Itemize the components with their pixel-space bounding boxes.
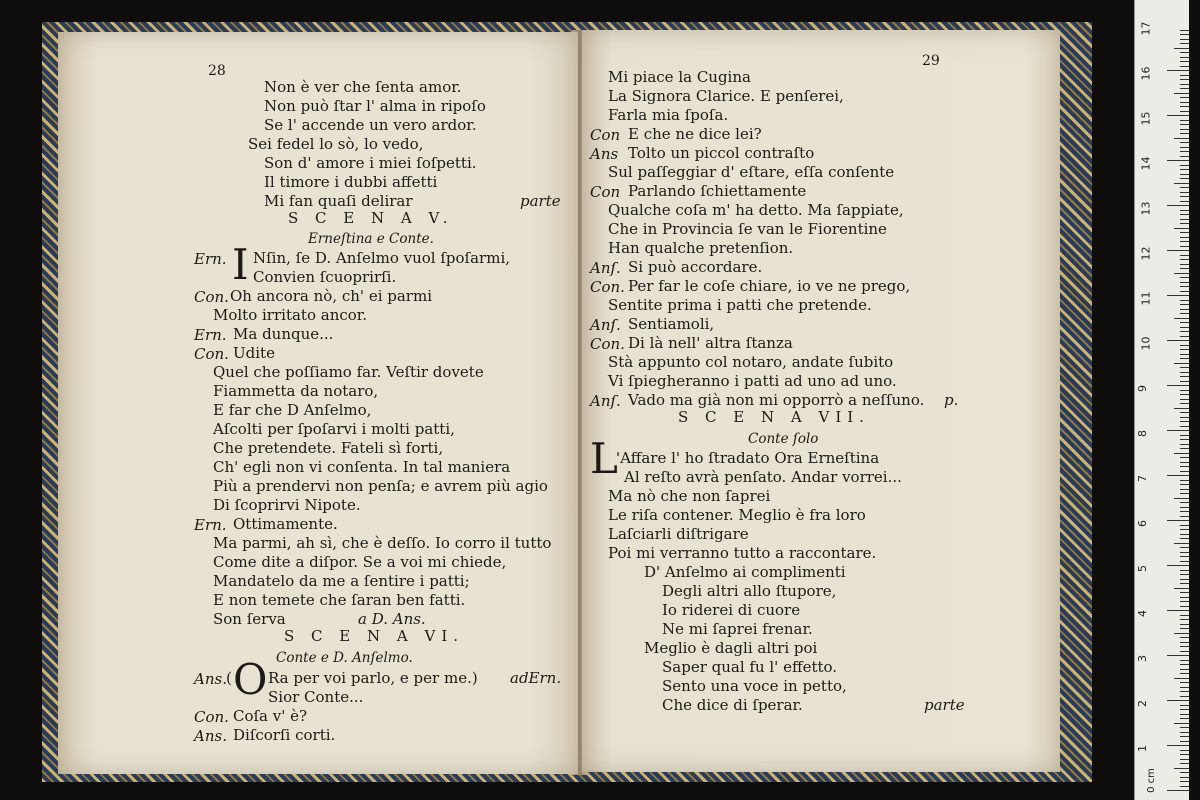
ruler-tick	[1180, 511, 1189, 512]
text-line: Vado ma già non mi opporrò a neſſuno.	[628, 391, 925, 409]
ruler-tick	[1180, 466, 1189, 467]
ruler-tick	[1180, 30, 1189, 31]
text-line: Qualche coſa m' ha detto. Ma ſappiate,	[608, 201, 904, 219]
ruler-tick	[1180, 354, 1189, 355]
ruler-tick	[1180, 696, 1189, 697]
ruler-tick	[1167, 655, 1189, 656]
text-line: Ne mi ſaprei frenar.	[662, 620, 813, 638]
ruler-tick	[1174, 408, 1189, 409]
ruler-tick	[1180, 529, 1189, 530]
ruler-tick	[1180, 300, 1189, 301]
text-line: Mandatelo da me a ſentire i patti;	[213, 572, 470, 590]
ruler-number: 9	[1136, 385, 1149, 392]
stage-direction: p.	[944, 391, 959, 409]
text-line: Oh ancora nò, ch' ei parmi	[230, 287, 433, 305]
ruler-tick	[1180, 750, 1189, 751]
scene-heading: S C E N A V.	[288, 209, 454, 227]
ruler-tick	[1180, 624, 1189, 625]
ruler-tick	[1180, 502, 1189, 503]
text-line: La Signora Clarice. E penſerei,	[608, 87, 844, 105]
ruler-tick	[1180, 210, 1189, 211]
ruler-tick	[1167, 250, 1189, 251]
drop-cap: I	[232, 240, 249, 289]
text-line: Come dite a diſpor. Se a voi mi chiede,	[213, 553, 507, 571]
ruler-number: 14	[1139, 156, 1153, 171]
ruler-tick	[1180, 169, 1189, 170]
speaker-label: Con.	[194, 708, 229, 726]
scene-heading: S C E N A VII.	[678, 408, 870, 426]
text-line: Molto irritato ancor.	[213, 306, 368, 324]
ruler-tick	[1180, 570, 1189, 571]
text-line: Che in Provincia ſe van le Fiorentine	[608, 220, 887, 238]
ruler-tick	[1180, 106, 1189, 107]
ruler-tick	[1180, 165, 1189, 166]
ruler-tick	[1180, 286, 1189, 287]
ruler-number: 2	[1136, 700, 1149, 707]
ruler-tick	[1180, 687, 1189, 688]
ruler-tick	[1167, 520, 1189, 521]
text-line: Parlando ſchiettamente	[628, 182, 807, 200]
ruler-tick	[1180, 462, 1189, 463]
ruler-tick	[1180, 291, 1189, 292]
text-line: Che dice di ſperar.	[662, 696, 803, 714]
ruler-tick	[1180, 736, 1189, 737]
speaker-label: Con.	[194, 288, 229, 306]
ruler-tick	[1180, 66, 1189, 67]
ruler-tick	[1180, 147, 1189, 148]
ruler-tick	[1180, 561, 1189, 562]
ruler-tick	[1180, 669, 1189, 670]
ruler-tick	[1180, 583, 1189, 584]
ruler-tick	[1180, 192, 1189, 193]
ruler-tick	[1180, 52, 1189, 53]
ruler-tick	[1180, 651, 1189, 652]
ruler-tick	[1180, 642, 1189, 643]
ruler-tick	[1180, 174, 1189, 175]
ruler-tick	[1180, 660, 1189, 661]
ruler-tick	[1167, 205, 1189, 206]
ruler-tick	[1180, 124, 1189, 125]
text-line: Sentite prima i patti che pretende.	[608, 296, 872, 314]
ruler-tick	[1180, 34, 1189, 35]
ruler-tick	[1180, 534, 1189, 535]
text-line: Si può accordare.	[628, 258, 763, 276]
ruler-tick	[1174, 228, 1189, 229]
speaker-label: Con	[590, 126, 621, 144]
ruler-tick	[1180, 237, 1189, 238]
speaker-label: Con.	[194, 345, 229, 363]
text-line: Aſcolti per ſpoſarvi i molti patti,	[213, 420, 455, 438]
ruler-tick	[1180, 664, 1189, 665]
ruler-tick	[1180, 601, 1189, 602]
ruler-tick	[1180, 619, 1189, 620]
text-line: Di ſcoprirvi Nipote.	[213, 496, 361, 514]
ruler-number: 7	[1136, 475, 1149, 482]
ruler-tick	[1180, 448, 1189, 449]
ruler-tick	[1180, 264, 1189, 265]
text-line: Vi ſpiegheranno i patti ad uno ad uno.	[608, 372, 897, 390]
ruler-tick	[1180, 313, 1189, 314]
speaker-label: Ans	[590, 145, 619, 163]
ruler-tick	[1180, 255, 1189, 256]
text-line: Poi mi verranno tutto a raccontare.	[608, 544, 877, 562]
ruler-number: 3	[1136, 655, 1149, 662]
ruler-tick	[1180, 372, 1189, 373]
ruler-tick	[1180, 493, 1189, 494]
text-line: Son ſerva	[213, 610, 286, 628]
text-line: Son d' amore i miei ſoſpetti.	[264, 154, 477, 172]
ruler-tick	[1180, 489, 1189, 490]
ruler-number: 5	[1136, 565, 1149, 572]
ruler-tick	[1180, 345, 1189, 346]
ruler-tick	[1180, 759, 1189, 760]
text-line: D' Anſelmo ai complimenti	[644, 563, 846, 581]
text-line: Io riderei di cuore	[662, 601, 801, 619]
ruler-tick	[1180, 214, 1189, 215]
ruler-tick	[1180, 97, 1189, 98]
ruler-tick	[1180, 606, 1189, 607]
text-line: Udite	[233, 344, 275, 362]
ruler-tick	[1180, 120, 1189, 121]
text-line: Stà appunto col notaro, andate ſubito	[608, 353, 894, 371]
text-line: Mi fan quaſi delirar	[264, 192, 413, 210]
text-line: Ra per voi parlo, e per me.)	[268, 669, 478, 687]
ruler-tick	[1180, 628, 1189, 629]
ruler-tick	[1180, 646, 1189, 647]
text-line: Ch' egli non vi conſenta. In tal maniera	[213, 458, 511, 476]
ruler-tick	[1167, 340, 1189, 341]
speaker-label: Anſ.	[590, 316, 621, 334]
text-line: Per far le coſe chiare, io ve ne prego,	[628, 277, 911, 295]
scene-characters: Erneſtina e Conte.	[308, 231, 434, 247]
ruler-tick	[1180, 426, 1189, 427]
text-line: Che pretendete. Fateli sì forti,	[213, 439, 444, 457]
ruler-tick	[1180, 691, 1189, 692]
ruler-tick	[1180, 705, 1189, 706]
ruler-tick	[1174, 498, 1189, 499]
ruler-tick	[1180, 673, 1189, 674]
ruler-tick	[1180, 277, 1189, 278]
text-line: E che ne dice lei?	[628, 125, 762, 143]
ruler-tick	[1180, 574, 1189, 575]
text-line: Di là nell' altra ſtanza	[628, 334, 793, 352]
text-line: Diſcorſi corti.	[233, 726, 336, 744]
ruler-tick	[1180, 322, 1189, 323]
text-line: Sentiamoli,	[628, 315, 715, 333]
text-line: Meglio è dagli altri poi	[644, 639, 818, 657]
ruler-tick	[1180, 777, 1189, 778]
ruler-tick	[1174, 633, 1189, 634]
scene-characters: Conte ſolo	[748, 431, 819, 447]
ruler-tick	[1180, 471, 1189, 472]
text-line: Sior Conte...	[268, 688, 364, 706]
ruler-tick	[1180, 241, 1189, 242]
ruler-tick	[1174, 453, 1189, 454]
text-line: Degli altri allo ſtupore,	[662, 582, 837, 600]
ruler-tick	[1180, 111, 1189, 112]
text-line: Fiammetta da notaro,	[213, 382, 379, 400]
ruler-tick	[1180, 538, 1189, 539]
ruler-number: 11	[1139, 291, 1153, 306]
ruler-tick	[1180, 772, 1189, 773]
speaker-label: Ans.	[194, 670, 227, 688]
ruler-tick	[1167, 565, 1189, 566]
ruler-number: 16	[1139, 66, 1153, 81]
ruler-tick	[1174, 318, 1189, 319]
speaker-label: Anſ.	[590, 259, 621, 277]
text-line: Sei fedel lo sò, lo vedo,	[248, 135, 424, 153]
ruler-tick	[1180, 421, 1189, 422]
ruler-tick	[1180, 201, 1189, 202]
ruler-tick	[1167, 385, 1189, 386]
ruler-tick	[1180, 592, 1189, 593]
text-line: Tolto un piccol contraſto	[628, 144, 815, 162]
ruler-tick	[1180, 579, 1189, 580]
text-line: Ma nò che non ſaprei	[608, 487, 771, 505]
measurement-ruler	[1134, 0, 1189, 800]
ruler-tick	[1180, 133, 1189, 134]
ruler-tick	[1180, 525, 1189, 526]
ruler-tick	[1174, 138, 1189, 139]
ruler-tick	[1167, 430, 1189, 431]
speaker-label: Ern.	[194, 516, 227, 534]
ruler-tick	[1180, 367, 1189, 368]
ruler-tick	[1180, 637, 1189, 638]
text-line: E non temete che ſaran ben fatti.	[213, 591, 466, 609]
text-line: Convien ſcuoprirſi.	[253, 268, 397, 286]
text-line: Nſin, ſe D. Anſelmo vuol ſpoſarmi,	[253, 249, 511, 267]
ruler-tick	[1180, 507, 1189, 508]
ruler-tick	[1180, 741, 1189, 742]
speaker-label: Ans.	[194, 727, 227, 745]
text-line: Farla mia ſpoſa.	[608, 106, 729, 124]
ruler-number: 12	[1139, 246, 1153, 261]
ruler-tick	[1180, 682, 1189, 683]
text-line: Non può ſtar l' alma in ripoſo	[264, 97, 486, 115]
ruler-tick	[1180, 732, 1189, 733]
ruler-tick	[1180, 714, 1189, 715]
left-page	[58, 32, 578, 774]
text-line: Il timore i dubbi affetti	[264, 173, 438, 191]
text-line: Ma parmi, ah sì, che è deſſo. Io corro il tutto	[213, 534, 552, 552]
ruler-tick	[1174, 273, 1189, 274]
ruler-tick	[1180, 196, 1189, 197]
ruler-tick	[1174, 93, 1189, 94]
ruler-tick	[1167, 700, 1189, 701]
ruler-tick	[1174, 678, 1189, 679]
ruler-tick	[1174, 768, 1189, 769]
ruler-tick	[1180, 403, 1189, 404]
ruler-number: 1	[1136, 745, 1149, 752]
ruler-tick	[1180, 394, 1189, 395]
ruler-unit-label: 0 cm	[1145, 768, 1157, 793]
speaker-label: Con.	[590, 278, 625, 296]
ruler-tick	[1180, 615, 1189, 616]
ruler-tick	[1180, 727, 1189, 728]
ruler-tick	[1167, 610, 1189, 611]
ruler-tick	[1180, 358, 1189, 359]
ruler-tick	[1174, 48, 1189, 49]
drop-cap: O	[233, 655, 268, 704]
ruler-tick	[1180, 142, 1189, 143]
ruler-tick	[1180, 156, 1189, 157]
ruler-tick	[1180, 399, 1189, 400]
ruler-tick	[1167, 160, 1189, 161]
ruler-tick	[1180, 376, 1189, 377]
ruler-tick	[1180, 390, 1189, 391]
ruler-tick	[1180, 304, 1189, 305]
ruler-tick	[1180, 61, 1189, 62]
ruler-tick	[1174, 183, 1189, 184]
ruler-tick	[1180, 484, 1189, 485]
text-line: Più a prendervi non penſa; e avrem più agio	[213, 477, 548, 495]
ruler-tick	[1180, 327, 1189, 328]
speaker-label: Ern.	[194, 326, 227, 344]
text-line: Saper qual fu l' effetto.	[662, 658, 838, 676]
ruler-number: 4	[1136, 610, 1149, 617]
ruler-tick	[1174, 723, 1189, 724]
stage-direction: parte	[520, 192, 561, 210]
ruler-tick	[1180, 439, 1189, 440]
ruler-tick	[1180, 75, 1189, 76]
ruler-tick	[1180, 282, 1189, 283]
text-line: Non è ver che ſenta amor.	[264, 78, 462, 96]
text-line: Han qualche pretenſion.	[608, 239, 794, 257]
ruler-tick	[1180, 349, 1189, 350]
ruler-tick	[1180, 718, 1189, 719]
speaker-label: Con.	[590, 335, 625, 353]
paren: (	[226, 669, 232, 687]
ruler-tick	[1174, 543, 1189, 544]
ruler-tick	[1180, 457, 1189, 458]
ruler-tick	[1180, 781, 1189, 782]
text-line: Sento una voce in petto,	[662, 677, 847, 695]
ruler-tick	[1180, 79, 1189, 80]
text-line: Le riſa contener. Meglio è fra loro	[608, 506, 866, 524]
ruler-tick	[1180, 336, 1189, 337]
speaker-label: Anſ.	[590, 392, 621, 410]
ruler-tick	[1180, 223, 1189, 224]
ruler-tick	[1180, 88, 1189, 89]
ruler-tick	[1180, 552, 1189, 553]
ruler-tick	[1180, 309, 1189, 310]
page-number: 28	[208, 63, 226, 79]
stage-direction: adErn.	[510, 669, 562, 687]
ruler-tick	[1180, 268, 1189, 269]
ruler-number: 6	[1136, 520, 1149, 527]
ruler-tick	[1180, 129, 1189, 130]
ruler-number: 8	[1136, 430, 1149, 437]
ruler-tick	[1180, 763, 1189, 764]
ruler-tick	[1180, 556, 1189, 557]
ruler-tick	[1180, 232, 1189, 233]
text-line: Laſciarli diſtrigare	[608, 525, 749, 543]
ruler-tick	[1167, 745, 1189, 746]
text-line: 'Affare l' ho ſtradato Ora Erneſtina	[616, 449, 880, 467]
ruler-tick	[1180, 259, 1189, 260]
ruler-tick	[1174, 588, 1189, 589]
ruler-tick	[1180, 516, 1189, 517]
page-number: 29	[922, 53, 940, 69]
ruler-tick	[1180, 754, 1189, 755]
ruler-tick	[1180, 435, 1189, 436]
text-line: Al reſto avrà penſato. Andar vorrei...	[624, 468, 902, 486]
ruler-tick	[1180, 381, 1189, 382]
ruler-tick	[1167, 475, 1189, 476]
ruler-tick	[1180, 417, 1189, 418]
ruler-tick	[1174, 363, 1189, 364]
stage-direction: parte	[924, 696, 965, 714]
text-line: Sul paſſeggiar d' eſtare, eſſa conſente	[608, 163, 895, 181]
ruler-number: 13	[1139, 201, 1153, 216]
ruler-tick	[1180, 84, 1189, 85]
ruler-tick	[1167, 790, 1189, 791]
ruler-number: 15	[1139, 111, 1153, 126]
ruler-tick	[1180, 412, 1189, 413]
drop-cap: L	[590, 434, 618, 483]
text-line: Mi piace la Cugina	[608, 68, 751, 86]
ruler-tick	[1167, 115, 1189, 116]
ruler-tick	[1180, 43, 1189, 44]
text-line: Quel che poſſiamo far. Veſtir dovete	[213, 363, 484, 381]
ruler-tick	[1180, 246, 1189, 247]
text-line: Coſa v' è?	[233, 707, 308, 725]
ruler-tick	[1180, 709, 1189, 710]
speaker-label: Con	[590, 183, 621, 201]
ruler-number: 10	[1139, 336, 1153, 351]
ruler-tick	[1180, 597, 1189, 598]
ruler-number: 17	[1139, 21, 1153, 36]
ruler-tick	[1180, 331, 1189, 332]
ruler-tick	[1167, 295, 1189, 296]
text-line: Se l' accende un vero ardor.	[264, 116, 477, 134]
right-page	[582, 30, 1060, 772]
ruler-tick	[1180, 102, 1189, 103]
scene-characters: Conte e D. Anſelmo.	[276, 650, 413, 666]
text-line: Ottimamente.	[233, 515, 338, 533]
ruler-tick	[1180, 187, 1189, 188]
ruler-tick	[1180, 480, 1189, 481]
ruler-tick	[1180, 786, 1189, 787]
ruler-tick	[1180, 57, 1189, 58]
scene-heading: S C E N A VI.	[284, 627, 465, 645]
ruler-tick	[1167, 70, 1189, 71]
text-line: E far che D Anſelmo,	[213, 401, 372, 419]
ruler-tick	[1180, 444, 1189, 445]
ruler-tick	[1180, 547, 1189, 548]
stage-direction: a D. Ans.	[358, 610, 426, 628]
text-line: Ma dunque...	[233, 325, 334, 343]
ruler-tick	[1180, 151, 1189, 152]
speaker-label: Ern.	[194, 250, 227, 268]
ruler-tick	[1180, 39, 1189, 40]
ruler-tick	[1180, 219, 1189, 220]
ruler-tick	[1180, 178, 1189, 179]
